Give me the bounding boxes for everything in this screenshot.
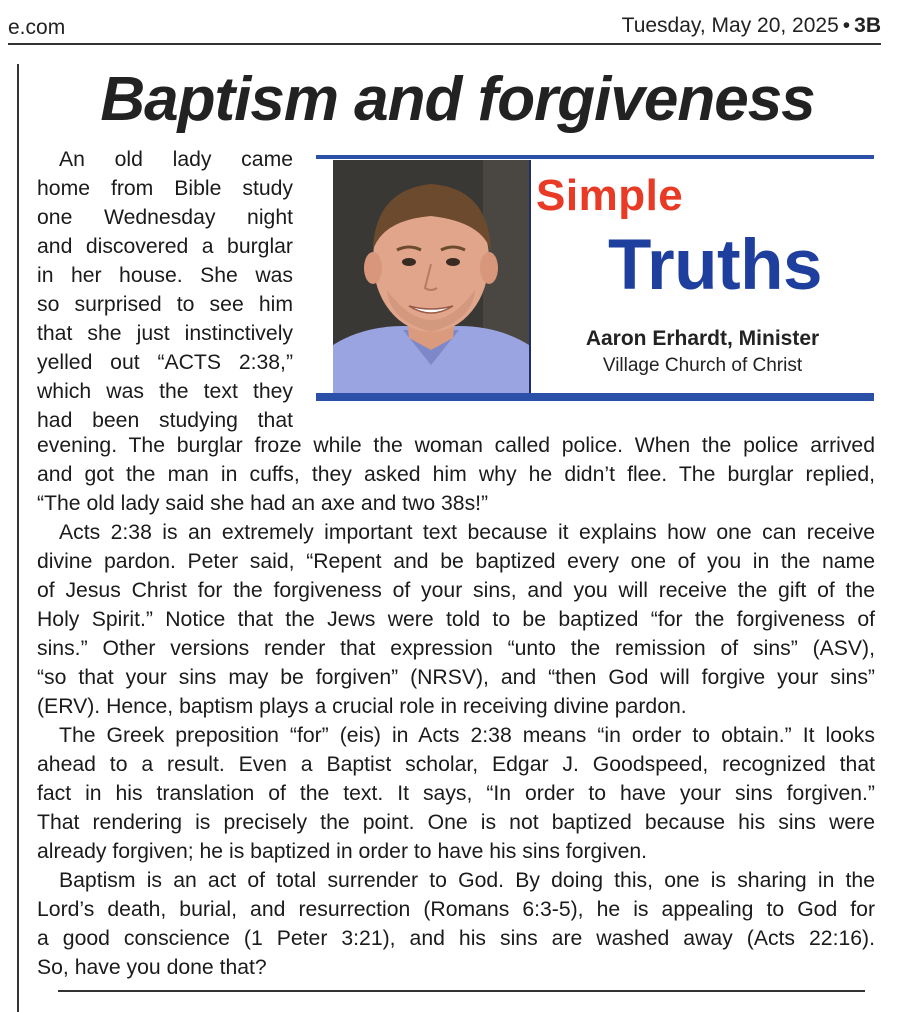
article-body [37,431,875,982]
intro-line: so surprised to see him [37,293,293,316]
intro-line: home from Bible study [37,177,293,200]
body-line: ahead to a result. Even a Baptist scholar, Edgar J. Goodspeed, recognized that [37,753,875,776]
body-line: That rendering is precisely the point. One is not baptized because his sins were [37,811,875,834]
intro-line: which was the text they [37,380,293,403]
body-line: Baptism is an act of total surrender to God. By doing this, one is sharing in the [59,869,875,892]
column-brand-simple: Simple [536,171,684,220]
intro-line: one Wednesday night [37,206,293,229]
body-line: fact in his translation of the text. It says, “In order to have your sins forgiven.” [37,782,875,805]
column-banner [316,155,874,401]
intro-line: that she just instinctively [37,322,293,345]
body-line: “The old lady said she had an axe and two 38s!” [37,492,489,515]
column-rule [17,64,19,1012]
author-photo [333,160,529,393]
header-rule [8,43,881,45]
headline: Baptism and forgiveness [100,65,815,134]
body-line: of Jesus Christ for the forgiveness of your sins, and you will receive the gift of the [37,579,875,602]
footer-rule [58,990,865,992]
dateline-separator: • [842,14,851,37]
site-name: e.com [8,16,66,39]
intro-line: yelled out “ACTS 2:38,” [37,351,293,374]
article-intro [37,145,293,435]
intro-line: in her house. She was [37,264,293,287]
body-line: “so that your sins may be forgiven” (NRSV), and “then God will forgive your sins” [37,666,875,689]
intro-line: An old lady came [59,148,293,171]
body-line: already forgiven; he is baptized in order to have his sins forgiven. [37,840,648,863]
body-line: and got the man in cuffs, they asked him why he didn’t flee. The burglar replied, [37,463,875,486]
banner-top-bar [316,155,874,159]
body-line: The Greek preposition “for” (eis) in Acts 2:38 means “in order to obtain.” It looks [59,724,875,747]
body-line: Lord’s death, burial, and resurrection (Romans 6:3-5), he is appealing to God for [37,898,875,921]
body-line: Acts 2:38 is an extremely important text because it explains how one can receive [59,521,875,544]
body-line: Holy Spirit.” Notice that the Jews were told to be baptized “for the forgiveness of [37,608,875,631]
body-line: evening. The burglar froze while the woman called police. When the police arrived [37,434,875,457]
body-line: So, have you done that? [37,956,267,979]
body-line: sins.” Other versions render that expression “unto the remission of sins” (ASV), [37,637,875,660]
page-dateline [622,14,881,38]
author-affiliation: Village Church of Christ [602,355,803,376]
author-byline: Aaron Erhardt, Minister [585,327,820,350]
body-line: divine pardon. Peter said, “Repent and be baptized every one of you in the name [37,550,875,573]
body-line: a good conscience (1 Peter 3:21), and his sins are washed away (Acts 22:16). [37,927,875,950]
intro-line: had been studying that [37,409,293,432]
intro-line: and discovered a burglar [37,235,293,258]
page-number: 3B [854,14,881,37]
body-line: (ERV). Hence, baptism plays a crucial role in receiving divine pardon. [37,695,687,718]
author-portrait-graphic [333,160,529,393]
column-brand-truths: Truths [608,226,822,305]
issue-date: Tuesday, May 20, 2025 [621,14,839,37]
banner-bottom-bar [316,393,874,401]
